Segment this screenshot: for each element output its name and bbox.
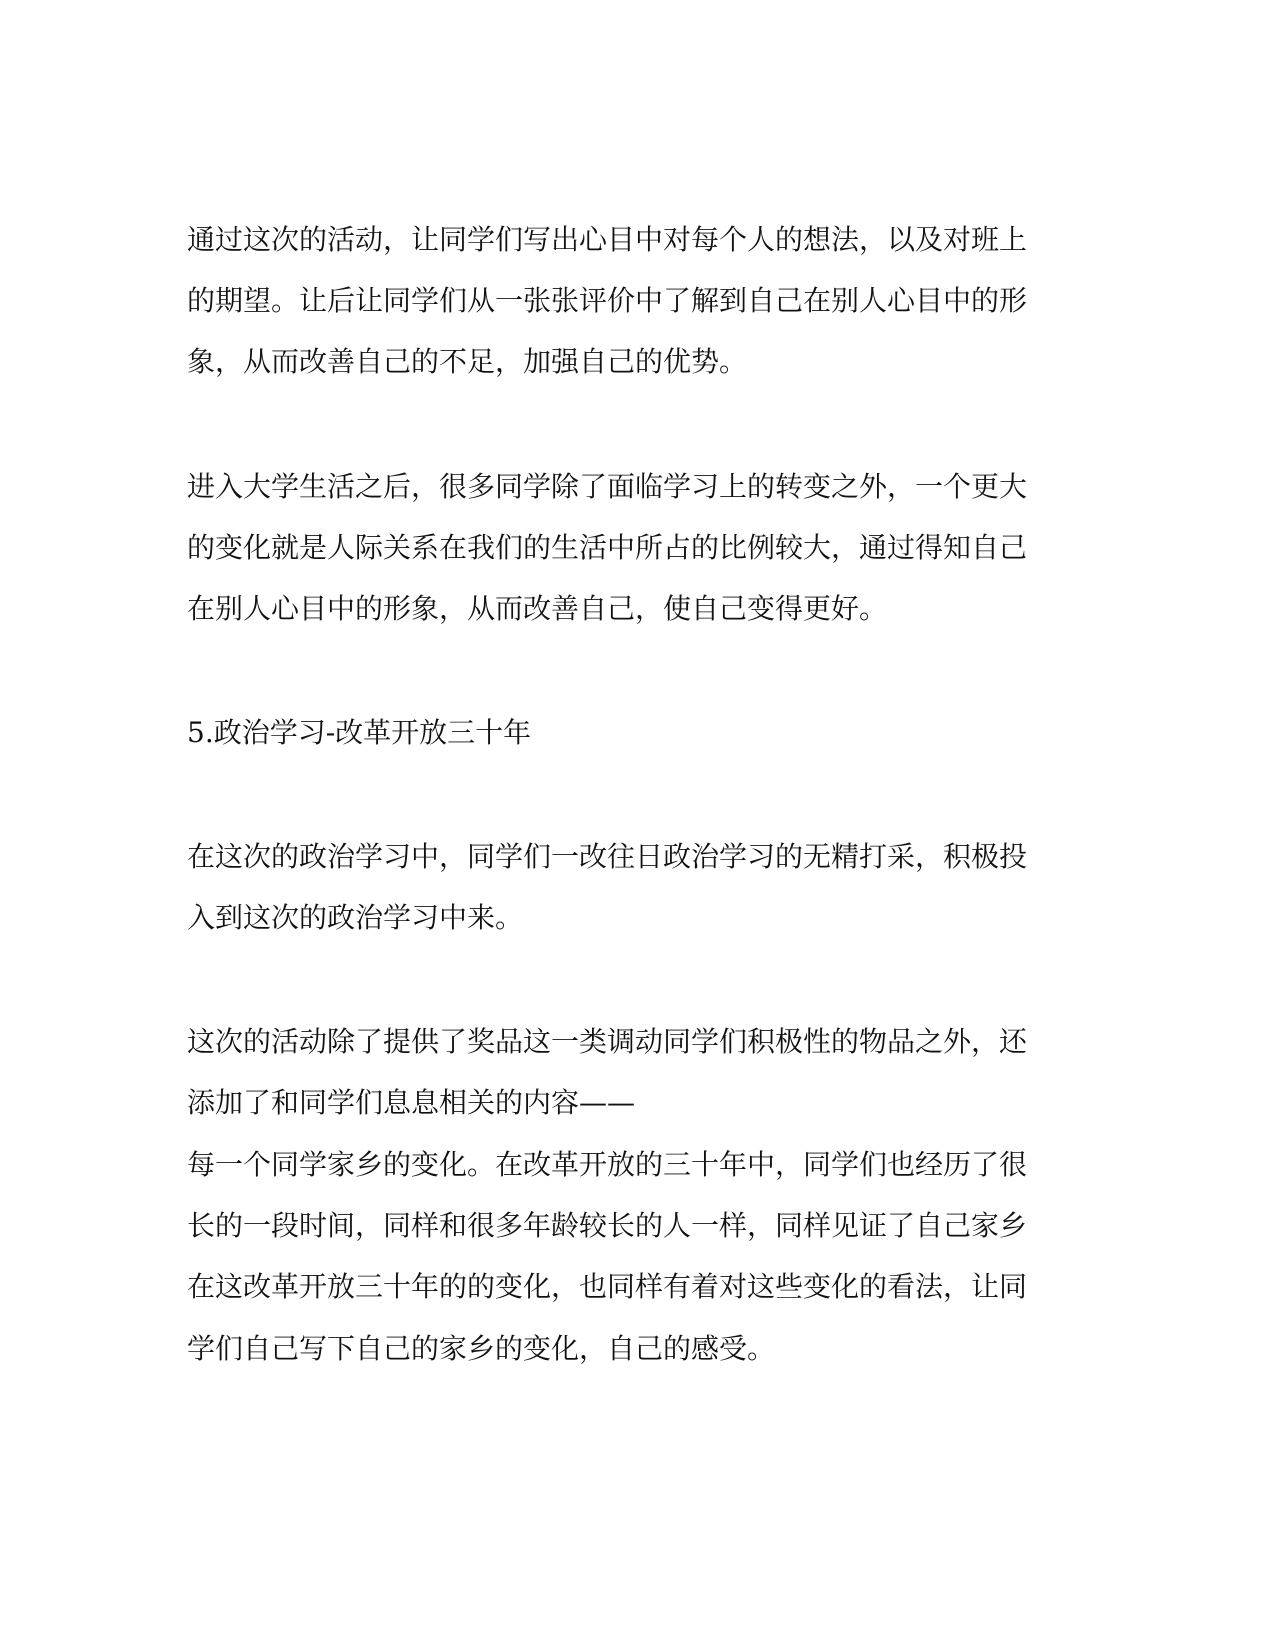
paragraph-line: 在别人心目中的形象，从而改善自己，使自己变得更好。 xyxy=(187,592,888,625)
paragraph-line: 的变化就是人际关系在我们的生活中所占的比例较大，通过得知自己 xyxy=(187,531,1028,564)
paragraph-line: 这次的活动除了提供了奖品这一类调动同学们积极性的物品之外，还 xyxy=(187,1025,1028,1058)
paragraph-line: 象，从而改善自己的不足，加强自己的优势。 xyxy=(187,345,748,378)
paragraph-line: 长的一段时间，同样和很多年龄较长的人一样，同样见证了自己家乡 xyxy=(187,1209,1028,1242)
paragraph-line: 在这改革开放三十年的的变化，也同样有着对这些变化的看法，让同 xyxy=(187,1270,1028,1303)
paragraph-line: 的期望。让后让同学们从一张张评价中了解到自己在别人心目中的形 xyxy=(187,284,1028,317)
paragraph-line: 每一个同学家乡的变化。在改革开放的三十年中，同学们也经历了很 xyxy=(187,1148,1028,1181)
paragraph-line: 通过这次的活动，让同学们写出心目中对每个人的想法，以及对班上 xyxy=(187,223,1028,256)
paragraph-line: 添加了和同学们息息相关的内容—— xyxy=(187,1086,636,1119)
paragraph-line: 进入大学生活之后，很多同学除了面临学习上的转变之外，一个更大 xyxy=(187,470,1028,503)
paragraph-line: 入到这次的政治学习中来。 xyxy=(187,901,524,934)
paragraph-line: 学们自己写下自己的家乡的变化，自己的感受。 xyxy=(187,1332,776,1365)
paragraph-line: 在这次的政治学习中，同学们一改往日政治学习的无精打采，积极投 xyxy=(187,840,1028,873)
section-heading: 5.政治学习-改革开放三十年 xyxy=(187,716,532,749)
